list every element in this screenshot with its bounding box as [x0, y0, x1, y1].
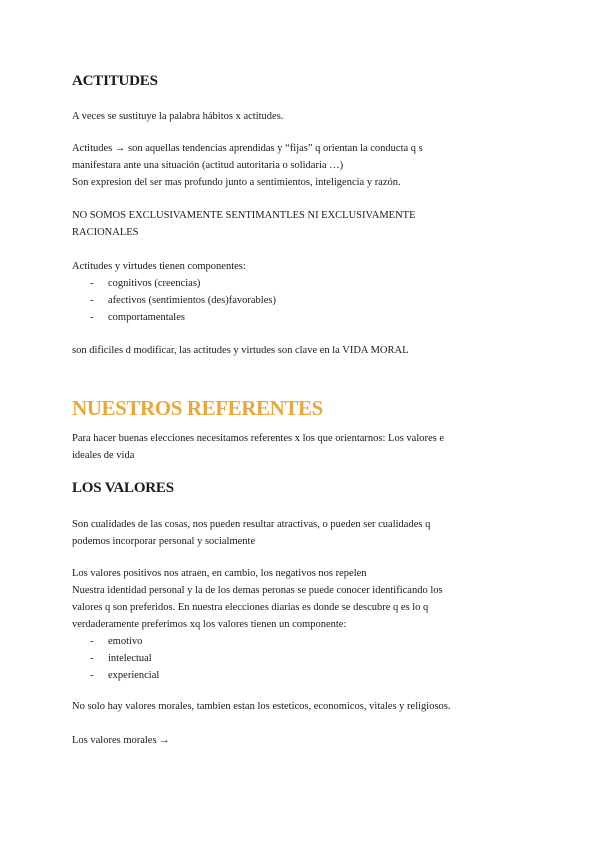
list-item-text: afectivos (sentimientos (des)favorables): [108, 295, 276, 306]
list-dash: -: [90, 636, 94, 647]
heading-actitudes: ACTITUDES: [72, 73, 158, 89]
list-item-text: cognitivos (creencias): [108, 278, 201, 289]
text-line: Para hacer buenas elecciones necesitamos referentes x los que orientarnos: Los valores e: [72, 433, 445, 444]
paragraph-referentes: [72, 430, 542, 464]
list-item: [90, 650, 152, 667]
text-line: Actitudes → son aquellas tendencias aprendidas y “fijas” q orientan la conducta q s: [72, 143, 423, 154]
text-line: RACIONALES: [72, 227, 139, 238]
list-item-text: emotivo: [108, 636, 143, 647]
text-line: Actitudes y virtudes tienen componentes:: [72, 261, 246, 272]
text-line: Son expresion del ser mas profundo junto a sentimientos, inteligencia y razón.: [72, 177, 401, 188]
list-item: [90, 633, 142, 650]
heading-los-valores: LOS VALORES: [72, 480, 174, 496]
text-line: ideales de vida: [72, 450, 135, 461]
text-line: NO SOMOS EXCLUSIVAMENTE SENTIMANTLES NI EXCLUSIVAMENTE: [72, 210, 416, 221]
heading-nuestros-referentes: NUESTROS REFERENTES: [72, 396, 323, 420]
list-dash: -: [90, 312, 94, 323]
text-line: Los valores positivos nos atraen, en cambio, los negativos nos repelen: [72, 568, 367, 579]
paragraph-actitudes-uppercase: [72, 207, 542, 241]
list-dash: -: [90, 278, 94, 289]
paragraph-actitudes-intro: [72, 108, 542, 125]
text-line: No solo hay valores morales, tambien estan los esteticos, economicos, vitales y religiosos.: [72, 701, 451, 712]
paragraph-valores-identity: [72, 565, 542, 633]
list-item-text: comportamentales: [108, 312, 185, 323]
list-item-text: intelectual: [108, 653, 152, 664]
list-item: [90, 292, 276, 309]
text-line: Los valores morales →: [72, 735, 170, 746]
list-item-text: experiencial: [108, 670, 160, 681]
paragraph-valores-types: [72, 698, 542, 715]
text-line: verdaderamente preferimos xq los valores tienen un componente:: [72, 619, 347, 630]
paragraph-actitudes-closing: [72, 342, 542, 359]
paragraph-actitudes-components: [72, 258, 542, 275]
list-dash: -: [90, 653, 94, 664]
list-item: [90, 275, 200, 292]
text-line: Nuestra identidad personal y la de los demas peronas se puede conocer identificando los: [72, 585, 443, 596]
list-dash: -: [90, 295, 94, 306]
text-line: valores q son preferidos. En nuestra elecciones diarias es donde se descubre q es lo q: [72, 602, 429, 613]
text-line: manifestara ante una situación (actitud autoritaria o solidaria …): [72, 160, 344, 171]
text-line: son dificiles d modificar, las actitudes y virtudes son clave en la VIDA MORAL: [72, 345, 409, 356]
list-dash: -: [90, 670, 94, 681]
paragraph-valores-morales: [72, 732, 542, 749]
paragraph-actitudes-definition: [72, 140, 542, 191]
text-line: Son cualidades de las cosas, nos pueden resultar atractivas, o pueden ser cualidades q: [72, 519, 431, 530]
list-item: [90, 309, 185, 326]
text-line: A veces se sustituye la palabra hábitos x actitudes.: [72, 111, 284, 122]
text-line: podemos incorporar personal y socialmente: [72, 536, 256, 547]
list-item: [90, 667, 159, 684]
paragraph-valores-definition: [72, 516, 542, 550]
